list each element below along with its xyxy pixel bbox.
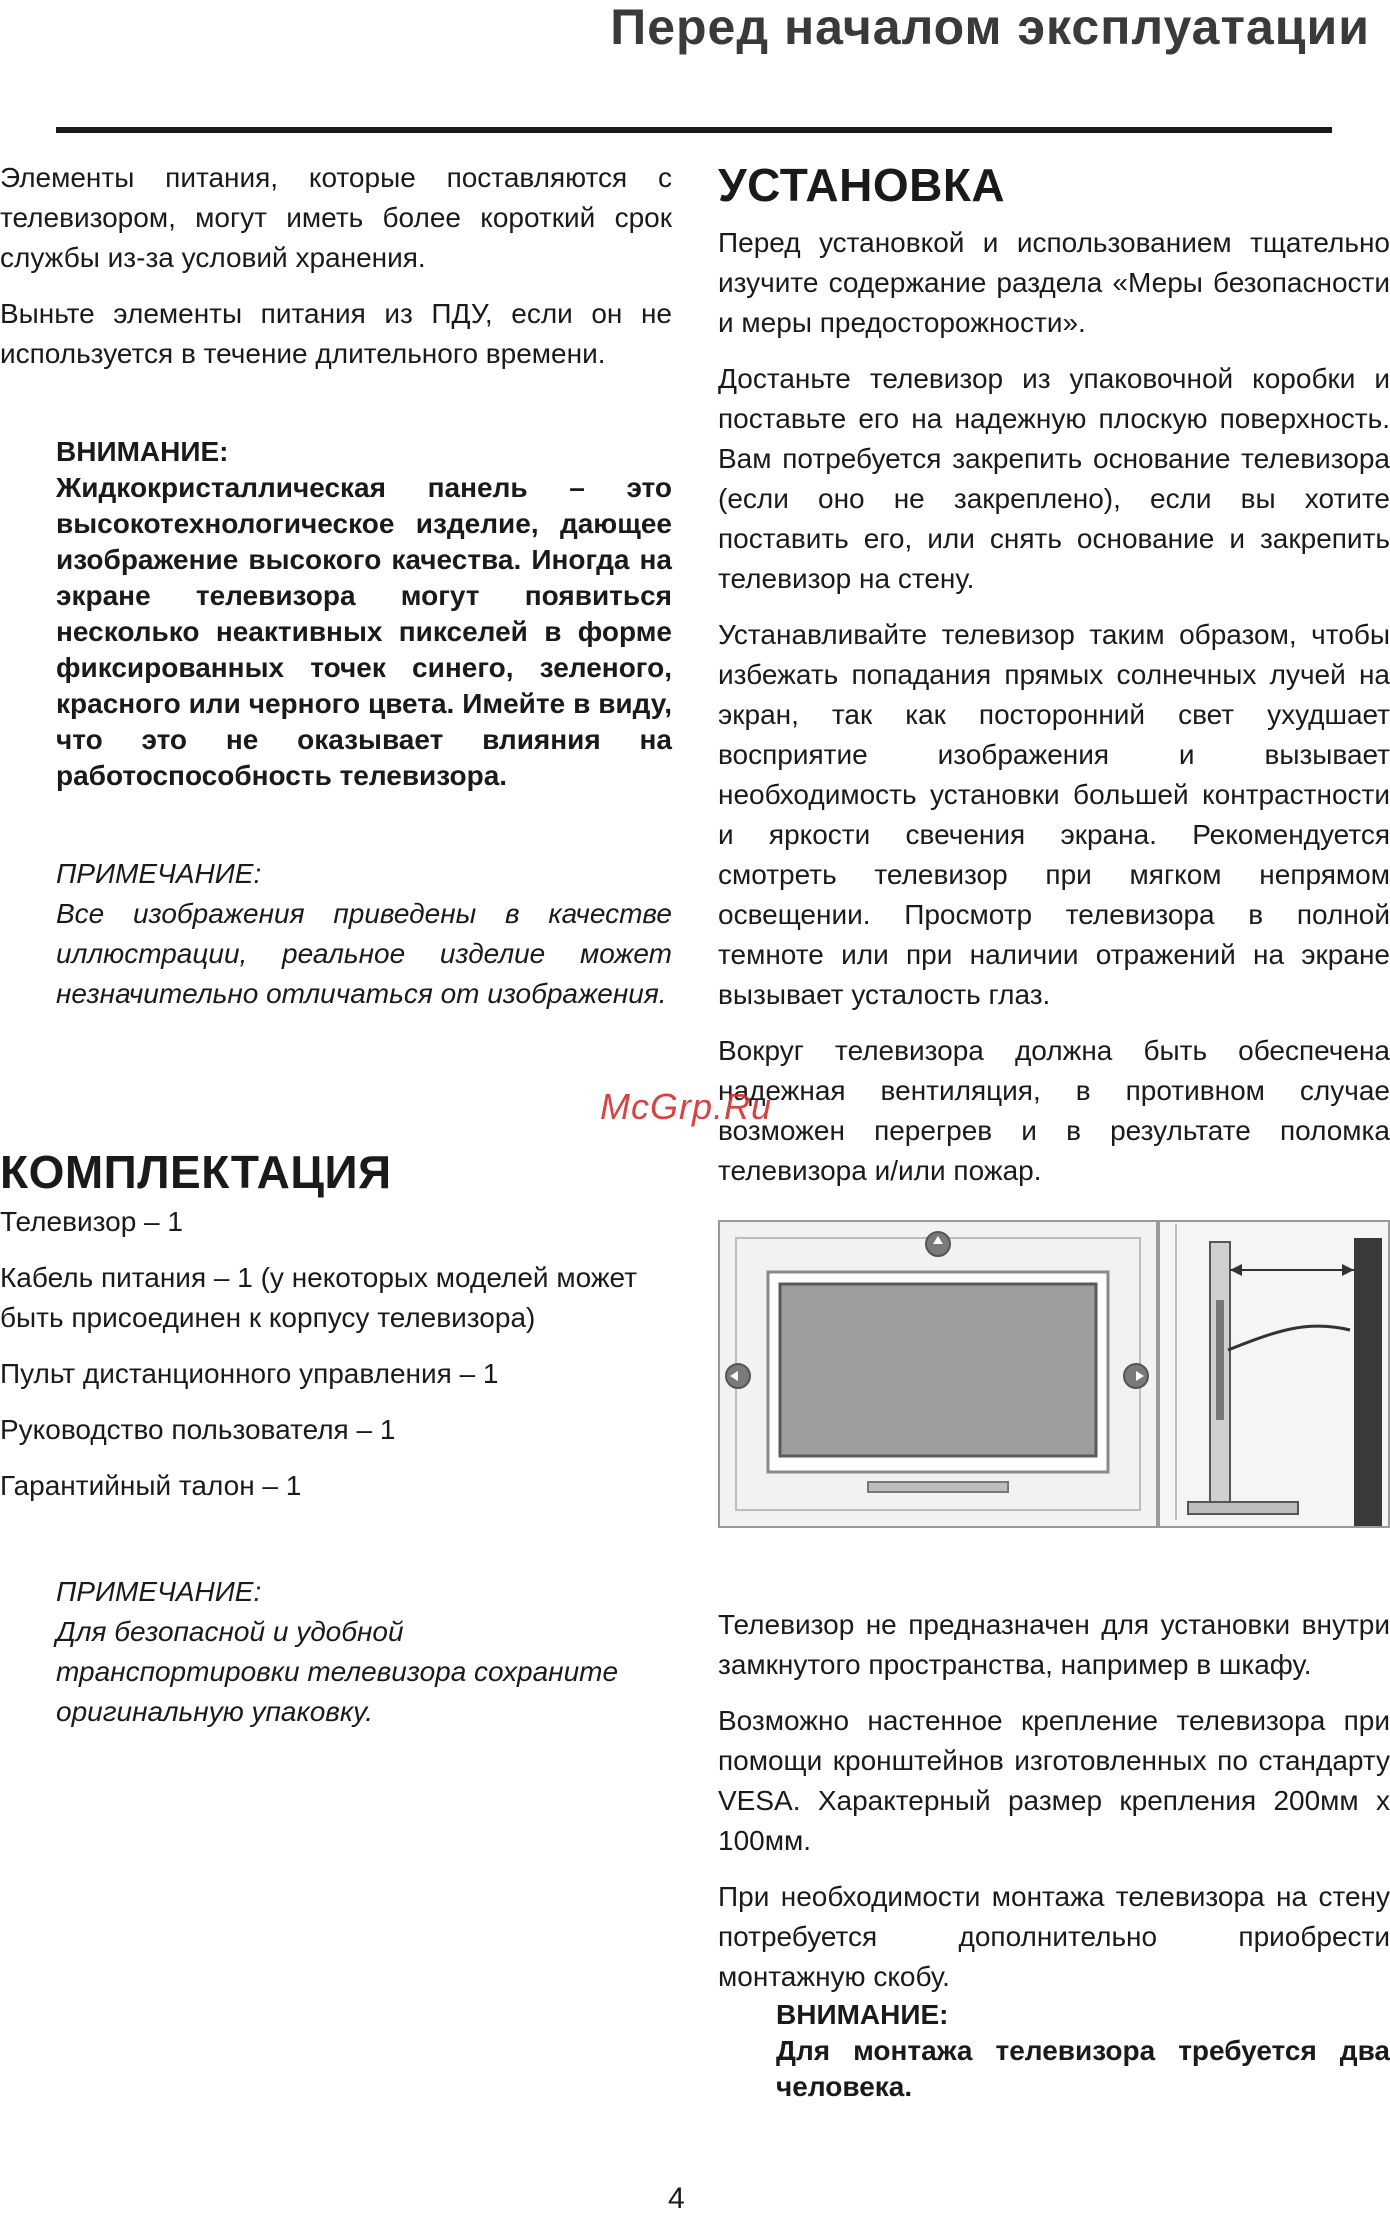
kit-item: Телевизор – 1 <box>0 1206 183 1237</box>
warning-body: Жидкокристаллическая панель – это высокотехнологическое изделие, дающее изображение высокого качества. Иногда на экране телевизора могут появиться несколько неактивных пикселей в форме фиксированных точек синего, зеленого, красного или черного цвета. Имейте в виду, что это не оказывает влияния на работоспособность телевизора. <box>56 472 672 791</box>
kit-item: Пульт дистанционного управления – 1 <box>0 1358 499 1389</box>
install-paragraph: Перед установкой и использованием тщательно изучите содержание раздела «Меры безопасности и меры предосторожности». <box>718 227 1390 338</box>
warning-body: Для монтажа телевизора требуется два человека. <box>776 2035 1390 2102</box>
kit-item: Гарантийный талон – 1 <box>0 1470 302 1501</box>
warning-title: ВНИМАНИЕ: <box>56 436 229 467</box>
install-paragraph: Телевизор не предназначен для установки внутри замкнутого пространства, например в шкафу. <box>718 1609 1390 1680</box>
note-block-1 <box>0 854 672 1014</box>
page-header-title: Перед началом эксплуатации <box>610 0 1370 55</box>
kit-section <box>0 1142 672 1506</box>
install-heading: УСТАНОВКА <box>718 159 1006 211</box>
left-column <box>0 158 672 1732</box>
note-block-2 <box>0 1572 672 1732</box>
header-divider <box>56 127 1332 133</box>
install-paragraph: Устанавливайте телевизор таким образом, чтобы избежать попадания прямых солнечных лучей на экран, так как посторонний свет ухудшает восприятие изображения и вызывает необходимость установки большей контрастности и яркости свечения экрана. Рекомендуется смотреть телевизор при мягком непрямом освещении. Просмотр телевизора в полной темноте или при наличии отражений на экране вызывает усталость глаз. <box>718 619 1390 1010</box>
note-title: ПРИМЕЧАНИЕ: <box>56 858 262 889</box>
install-paragraph: Вокруг телевизора должна быть обеспечена надежная вентиляция, в противном случае возможен перегрев и в результате поломка телевизора и/или пожар. <box>718 1035 1390 1186</box>
note-title: ПРИМЕЧАНИЕ: <box>56 1576 262 1607</box>
install-paragraph: Возможно настенное крепление телевизора при помощи кронштейнов изготовленных по стандарту VESA. Характерный размер крепления 200мм х 100мм. <box>718 1705 1390 1856</box>
install-paragraph: Достаньте телевизор из упаковочной коробки и поставьте его на надежную плоскую поверхность. Вам потребуется закрепить основание телевизора (если оно не закреплено), если вы хотите поставить его, или снять основание и закрепить телевизор на стену. <box>718 363 1390 594</box>
kit-heading: КОМПЛЕКТАЦИЯ <box>0 1146 392 1198</box>
battery-paragraph-2: Выньте элементы питания из ПДУ, если он не используется в течение длительного времени. <box>0 298 672 369</box>
page-number: 4 <box>668 2182 685 2215</box>
install-paragraph: При необходимости монтажа телевизора на стену потребуется дополнительно приобрести монтажную скобу. <box>718 1881 1390 1992</box>
kit-item: Кабель питания – 1 (у некоторых моделей может быть присоединен к корпусу телевизора) <box>0 1262 638 1333</box>
note-body: Для безопасной и удобной транспортировки телевизора сохраните оригинальную упаковку. <box>56 1616 619 1727</box>
tv-clearance-illustration <box>718 1220 1390 1528</box>
right-column <box>718 155 1390 1191</box>
note-body: Все изображения приведены в качестве иллюстрации, реальное изделие может незначительно отличаться от изображения. <box>56 898 672 1009</box>
kit-item: Руководство пользователя – 1 <box>0 1414 396 1445</box>
watermark: McGrp.Ru <box>600 1086 773 1127</box>
warning-title: ВНИМАНИЕ: <box>776 1999 949 2030</box>
battery-paragraph-1: Элементы питания, которые поставляются с телевизором, могут иметь более короткий срок службы из-за условий хранения. <box>0 162 672 273</box>
warning-block-left <box>0 434 672 794</box>
right-column-lower <box>718 1605 1390 2105</box>
warning-block-right <box>718 1997 1390 2105</box>
